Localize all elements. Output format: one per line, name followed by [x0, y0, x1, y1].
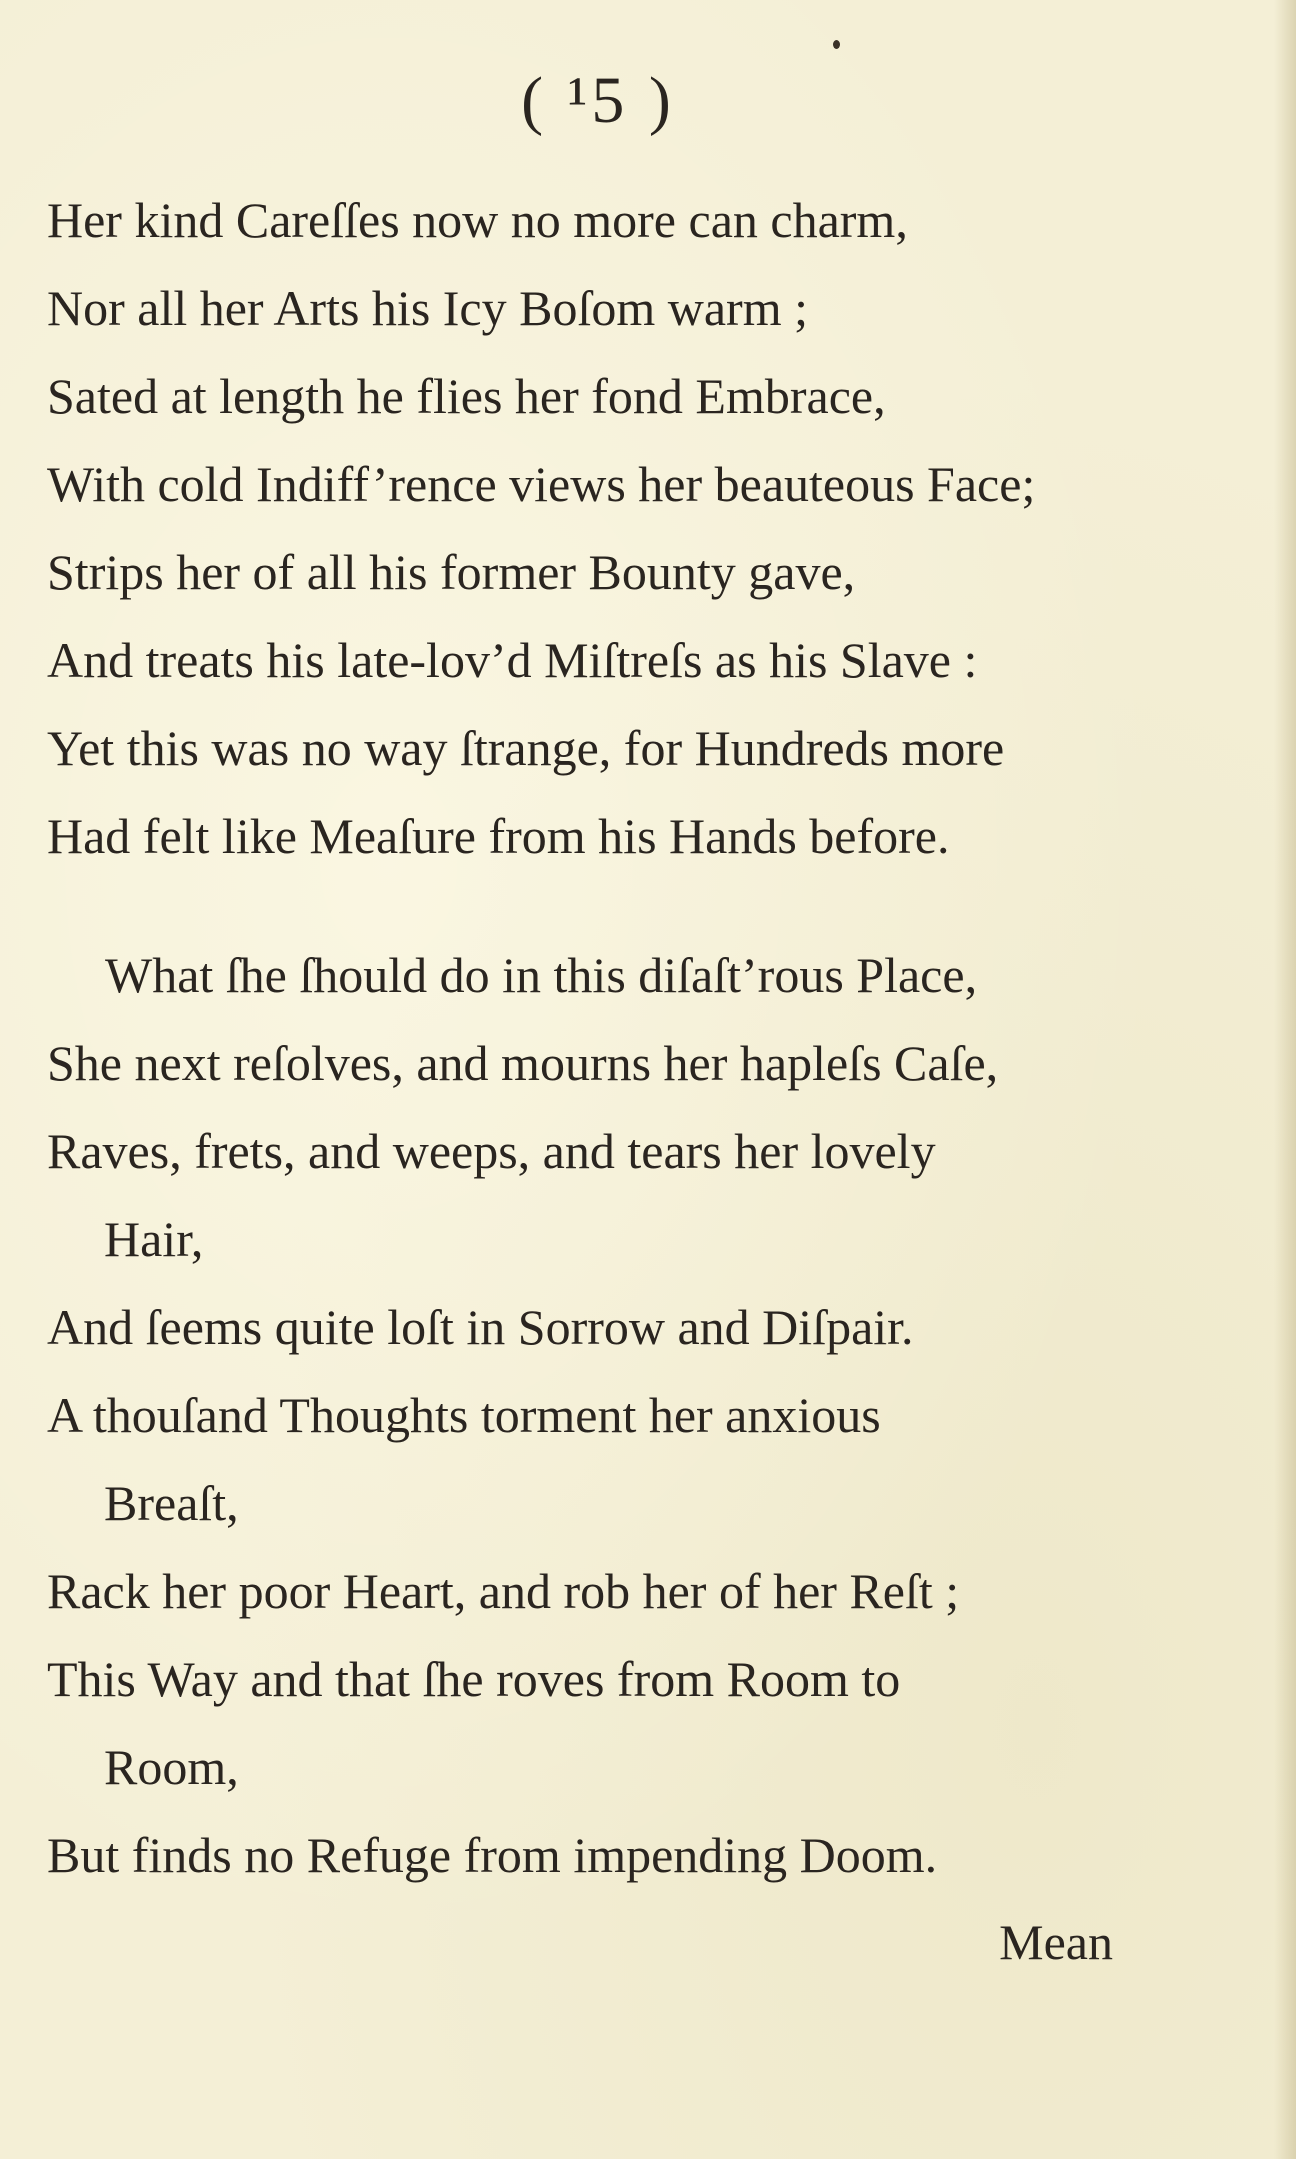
verse-line: Sated at length he flies her fond Embrace, — [47, 368, 886, 424]
ink-spot — [833, 40, 840, 49]
verse-line: A thouſand Thoughts torment her anxious — [47, 1387, 881, 1443]
verse-line: With cold Indiff’rence views her beauteous Face; — [47, 456, 1036, 512]
verse-line: And treats his late-lov’d Miſtreſs as his Slave : — [47, 632, 978, 688]
verse-line: She next reſolves, and mourns her hapleſs Caſe, — [47, 1035, 999, 1091]
verse-line: Had felt like Meaſure from his Hands before. — [47, 808, 950, 864]
stanza-2 — [47, 931, 1127, 1899]
verse-line: This Way and that ſhe roves from Room to — [47, 1651, 901, 1707]
verse-line: But finds no Refuge from impending Doom. — [47, 1827, 938, 1883]
verse-line: What ſhe ſhould do in this diſaſt’rous Place, — [105, 947, 978, 1003]
verse-line: Nor all her Arts his Icy Boſom warm ; — [47, 280, 808, 336]
verse-line: And ſeems quite loſt in Sorrow and Diſpair. — [47, 1299, 914, 1355]
verse-line-continuation: Breaſt, — [104, 1475, 239, 1531]
verse-line: Rack her poor Heart, and rob her of her Reſt ; — [47, 1563, 960, 1619]
verse-line: Yet this was no way ſtrange, for Hundreds more — [47, 720, 1005, 776]
catchword: Mean — [999, 1914, 1113, 1970]
verse-line-continuation: Room, — [104, 1739, 239, 1795]
stanza-1 — [47, 176, 1127, 880]
verse-line: Raves, frets, and weeps, and tears her lovely — [47, 1123, 936, 1179]
verse-line-continuation: Hair, — [104, 1211, 204, 1267]
verse-line: Strips her of all his former Bounty gave, — [47, 544, 856, 600]
verse-line: Her kind Careſſes now no more can charm, — [47, 192, 908, 248]
page-edge-shadow — [1274, 0, 1296, 2159]
page-number: ( ¹5 ) — [521, 64, 675, 137]
